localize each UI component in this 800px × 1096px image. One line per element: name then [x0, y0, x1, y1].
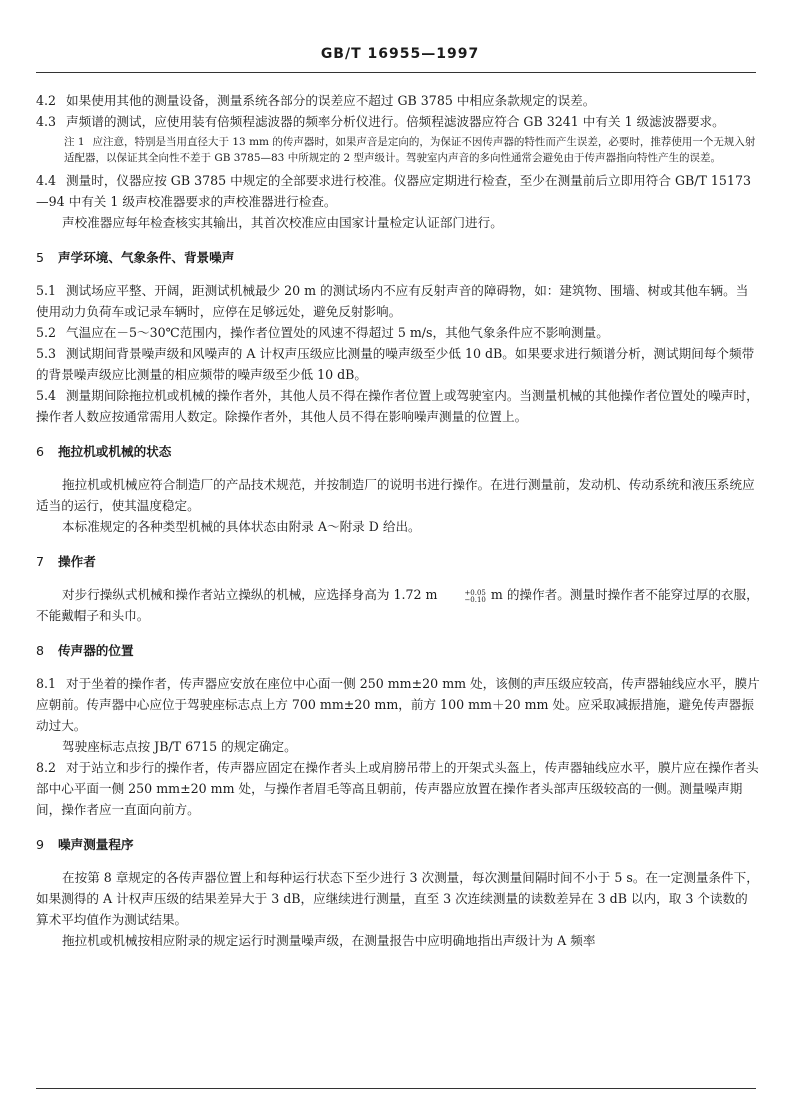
clause-text: 测量期间除拖拉机或机械的操作者外，其他人员不得在操作者位置上或驾驶室内。当测量机械的其他操作者位置处的噪声时，操作者人数应按通常需用人数定。除操作者外，其他人员不得在影响噪声测量的位置上。 — [36, 388, 759, 424]
clause-number: 4.4 — [36, 173, 57, 188]
clause-text: 测试场应平整、开阔，距测试机械最少 20 m 的测试场内不应有反射声音的障碍物，如：建筑物、围墙、树或其他车辆。当使用动力负荷车或记录车辆时，应停在足够远处，避免反射影响。 — [36, 283, 749, 319]
clause-text: 对于站立和步行的操作者，传声器应固定在操作者头上或肩膀吊带上的开架式头盔上，传声器轴线应水平，膜片应在操作者头部中心平面一侧 250 mm±20 mm 处，与操作者眉毛等高且朝前，传声器应放置在操作者头部声压级较高的一侧。测量噪声期间，操作者应一直面向前方。 — [36, 760, 759, 817]
section-number: 5 — [36, 250, 45, 265]
clause-number: 4.2 — [36, 93, 57, 108]
tolerance-lower: −0.10 — [464, 596, 486, 604]
section-number: 6 — [36, 444, 45, 459]
section-title: 噪声测量程序 — [58, 837, 134, 852]
body-paragraph: 拖拉机或机械应符合制造厂的产品技术规范，并按制造厂的说明书进行操作。在进行测量前，发动机、传动系统和液压系统应适当的运行，使其温度稳定。 — [36, 477, 755, 513]
clause-paragraph — [36, 385, 760, 427]
clause-paragraph — [36, 757, 760, 820]
clause-number: 5.3 — [36, 346, 57, 361]
height-tolerance — [438, 590, 485, 604]
text-before-tolerance: 对步行操纵式机械和操作者站立操纵的机械，应选择身高为 1.72 m — [62, 587, 438, 602]
clause-number: 4.3 — [36, 114, 57, 129]
text-after-tolerance: m 的操作者。测量时操作者不能穿过厚的衣服，不能戴帽子和头巾。 — [36, 587, 759, 623]
clause-paragraph — [36, 673, 760, 736]
page-header: GB/T 16955—1997 — [320, 46, 480, 62]
clause-paragraph — [36, 343, 760, 385]
clause-number: 5.4 — [36, 388, 57, 403]
section-title: 声学环境、气象条件、背景噪声 — [58, 250, 235, 265]
clause-paragraph — [36, 111, 760, 132]
footer-divider — [36, 1088, 756, 1089]
section-number: 9 — [36, 837, 45, 852]
clause-paragraph — [36, 322, 760, 343]
clause-text: 对于坐着的操作者，传声器应安放在座位中心面一侧 250 mm±20 mm 处，该侧的声压级应较高，传声器轴线应水平，膜片应朝前。传声器中心应位于驾驶座标志点上方 700 mm±20 mm，前方 100 mm＋20 mm 处。应采取减振措施，避免传声器振动过大。 — [36, 676, 760, 733]
section-heading — [36, 247, 760, 268]
section-heading — [36, 551, 760, 572]
clause-paragraph — [36, 90, 760, 111]
body-paragraph: 拖拉机或机械按相应附录的规定运行时测量噪声级，在测量报告中应明确地指出声级计为 A 频率 — [62, 933, 596, 948]
body-paragraph: 本标准规定的各种类型机械的具体状态由附录 A～附录 D 给出。 — [62, 519, 421, 534]
section-heading — [36, 834, 760, 855]
body-paragraph: 声校准器应每年检查核实其输出，其首次校准应由国家计量检定认证部门进行。 — [62, 215, 503, 230]
clause-number: 8.2 — [36, 760, 57, 775]
tolerance-upper: +0.05 — [464, 589, 486, 597]
section-title: 拖拉机或机械的状态 — [58, 444, 172, 459]
body-paragraph — [36, 584, 760, 626]
clause-text: 如果使用其他的测量设备，测量系统各部分的误差应不超过 GB 3785 中相应条款规定的误差。 — [66, 93, 596, 108]
clause-number: 5.2 — [36, 325, 57, 340]
section-number: 8 — [36, 643, 45, 658]
header-divider — [36, 72, 756, 73]
section-heading — [36, 640, 760, 661]
clause-number: 5.1 — [36, 283, 57, 298]
body-paragraph: 驾驶座标志点按 JB/T 6715 的规定确定。 — [62, 739, 297, 754]
section-heading — [36, 441, 760, 462]
clause-text: 测试期间背景噪声级和风噪声的 A 计权声压级应比测量的噪声级至少低 10 dB。如果要求进行频谱分析，测试期间每个频带的背景噪声级应比测量的相应频带的噪声级至少低 10 dB。 — [36, 346, 755, 382]
clause-text: 气温应在－5～30℃范围内，操作者位置处的风速不得超过 5 m/s，其他气象条件应不影响测量。 — [66, 325, 609, 340]
body-paragraph: 在按第 8 章规定的各传声器位置上和每种运行状态下至少进行 3 次测量，每次测量间隔时间不小于 5 s。在一定测量条件下，如果测得的 A 计权声压级的结果差异大于 3 dB，应继续进行测量，直至 3 次连续测量的读数差异在 3 dB 以内，取 3 个读数的算术平均值作为测试结果。 — [36, 870, 759, 927]
note-label: 注 1 — [64, 136, 85, 148]
section-number: 7 — [36, 554, 45, 569]
section-title: 操作者 — [58, 554, 96, 569]
clause-number: 8.1 — [36, 676, 57, 691]
document-body — [36, 90, 760, 951]
clause-text: 测量时，仪器应按 GB 3785 中规定的全部要求进行校准。仪器应定期进行检查，至少在测量前后立即用符合 GB/T 15173—94 中有关 1 级声校准器要求的声校准器进行检查。 — [36, 173, 751, 209]
note-paragraph — [36, 134, 760, 166]
clause-paragraph — [36, 170, 760, 212]
section-title: 传声器的位置 — [58, 643, 134, 658]
note-text: 应注意，特别是当用直径大于 13 mm 的传声器时，如果声音是定向的，为保证不因传声器的特性而产生误差，必要时，推荐使用一个无规入射适配器，以保证其全向性不差于 GB 3785—83 中所规定的 2 型声级计。驾驶室内声音的多向性通常会避免由于传声器指向特性产生的误差。 — [64, 136, 756, 164]
clause-paragraph — [36, 280, 760, 322]
clause-text: 声频谱的测试，应使用装有倍频程滤波器的频率分析仪进行。倍频程滤波器应符合 GB 3241 中有关 1 级滤波器要求。 — [66, 114, 725, 129]
